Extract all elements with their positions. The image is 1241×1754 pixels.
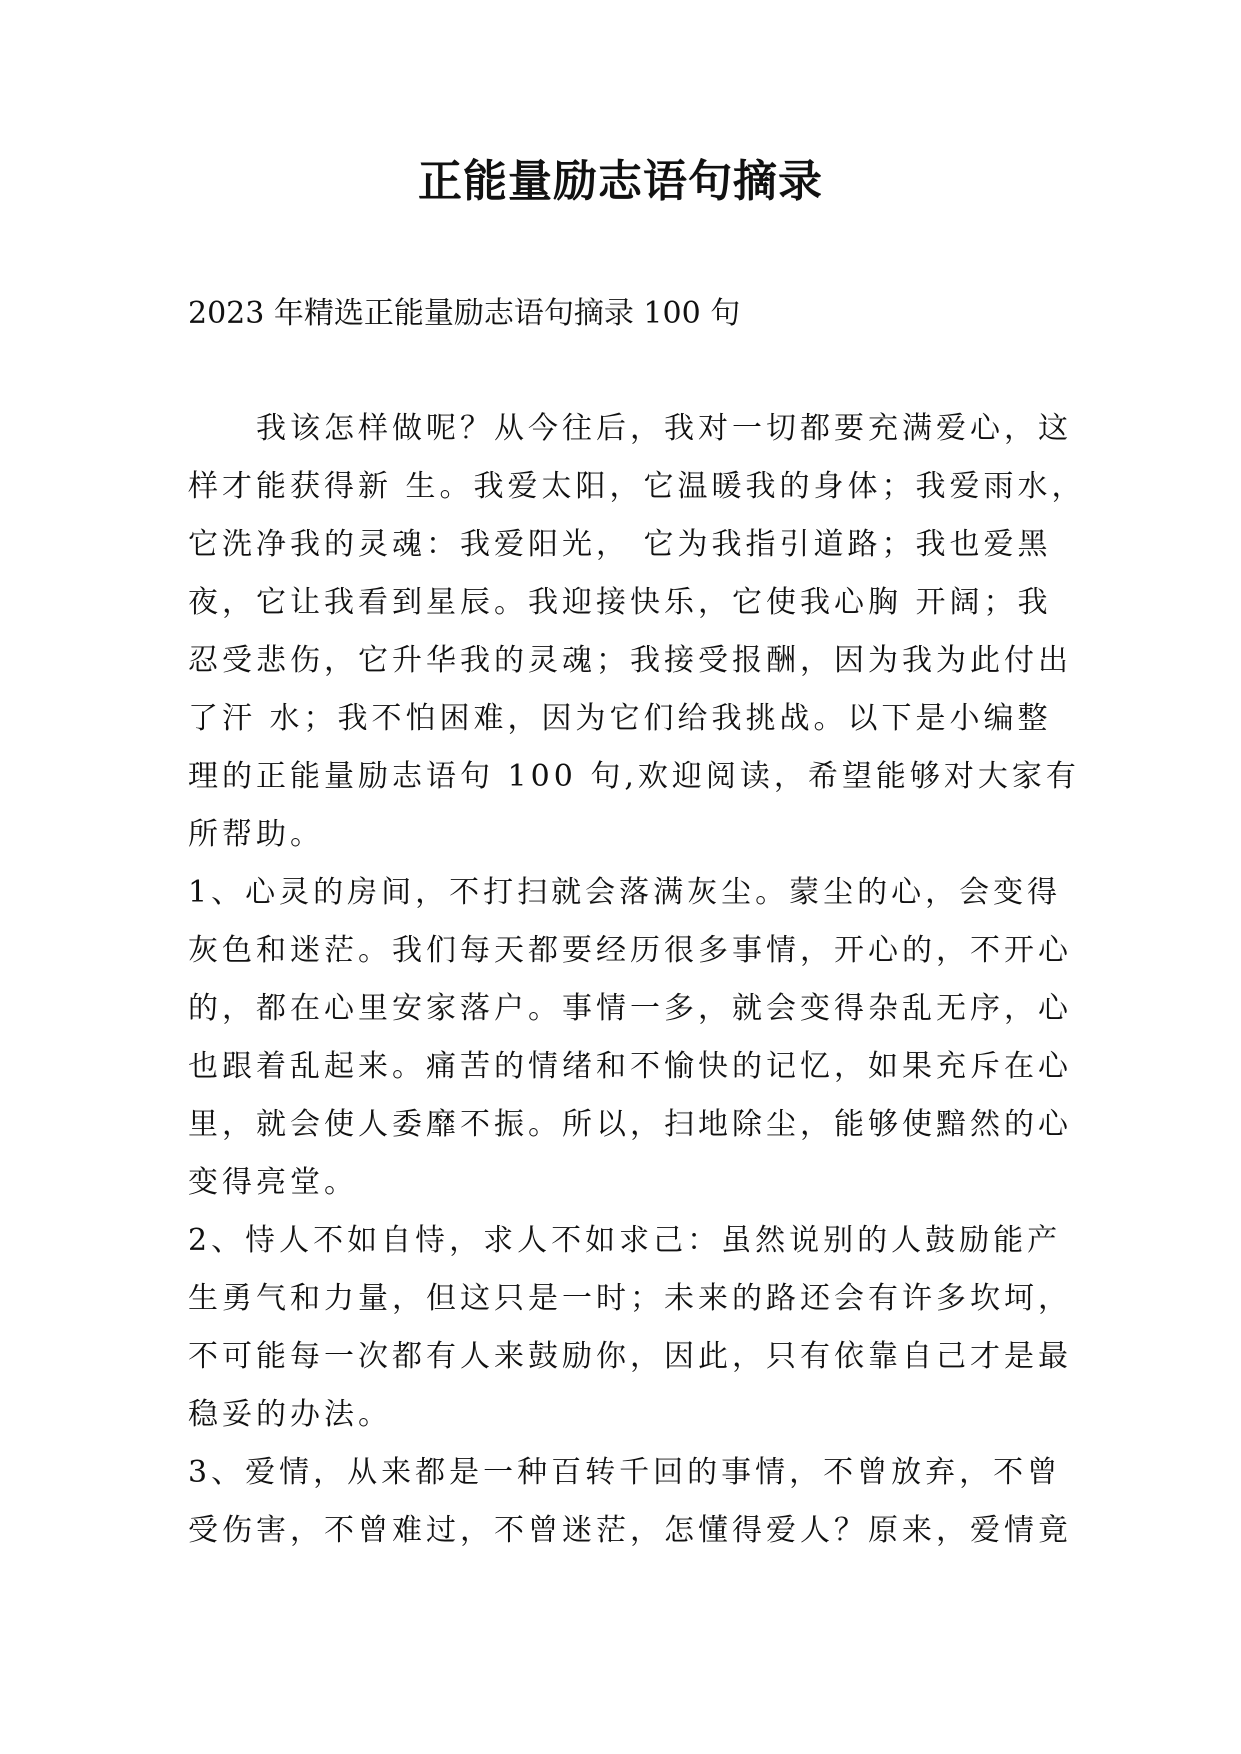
document-subtitle: 2023 年精选正能量励志语句摘录 100 句 — [188, 296, 741, 331]
text-line: 它洗净我的灵魂：我爱阳光， 它为我指引道路；我也爱黑 — [188, 527, 1052, 562]
text-line: 样才能获得新 生。我爱太阳，它温暖我的身体；我爱雨水， — [188, 469, 1086, 504]
text-line: 3、爱情，从来都是一种百转千回的事情，不曾放弃，不曾 — [188, 1455, 1062, 1490]
text-line: 理的正能量励志语句 100 句,欢迎阅读，希望能够对大家有 — [188, 759, 1080, 794]
text-line: 不可能每一次都有人来鼓励你，因此，只有依靠自己才是最 — [188, 1339, 1072, 1374]
text-line: 所帮助。 — [188, 817, 324, 852]
document-body — [188, 400, 1086, 1560]
text-line: 受伤害，不曾难过，不曾迷茫，怎懂得爱人？原来，爱情竟 — [188, 1513, 1072, 1548]
text-line: 稳妥的办法。 — [188, 1397, 392, 1432]
text-line: 里，就会使人委靡不振。所以，扫地除尘，能够使黯然的心 — [188, 1107, 1072, 1142]
text-line: 也跟着乱起来。痛苦的情绪和不愉快的记忆，如果充斥在心 — [188, 1049, 1072, 1084]
text-line: 忍受悲伤，它升华我的灵魂；我接受报酬，因为我为此付出 — [188, 643, 1072, 678]
text-line: 变得亮堂。 — [188, 1165, 358, 1200]
text-line: 1、心灵的房间，不打扫就会落满灰尘。蒙尘的心，会变得 — [188, 875, 1062, 910]
text-line: 灰色和迷茫。我们每天都要经历很多事情，开心的，不开心 — [188, 933, 1072, 968]
text-line: 了汗 水；我不怕困难，因为它们给我挑战。以下是小编整 — [188, 701, 1052, 736]
document-title: 正能量励志语句摘录 — [418, 156, 823, 207]
text-line: 2、恃人不如自恃，求人不如求己：虽然说别的人鼓励能产 — [188, 1223, 1062, 1258]
text-line: 我该怎样做呢？从今往后，我对一切都要充满爱心，这 — [188, 411, 1072, 446]
text-line: 生勇气和力量，但这只是一时；未来的路还会有许多坎坷， — [188, 1281, 1072, 1316]
text-line: 的，都在心里安家落户。事情一多，就会变得杂乱无序，心 — [188, 991, 1072, 1026]
text-line: 夜，它让我看到星辰。我迎接快乐，它使我心胸 开阔；我 — [188, 585, 1052, 620]
